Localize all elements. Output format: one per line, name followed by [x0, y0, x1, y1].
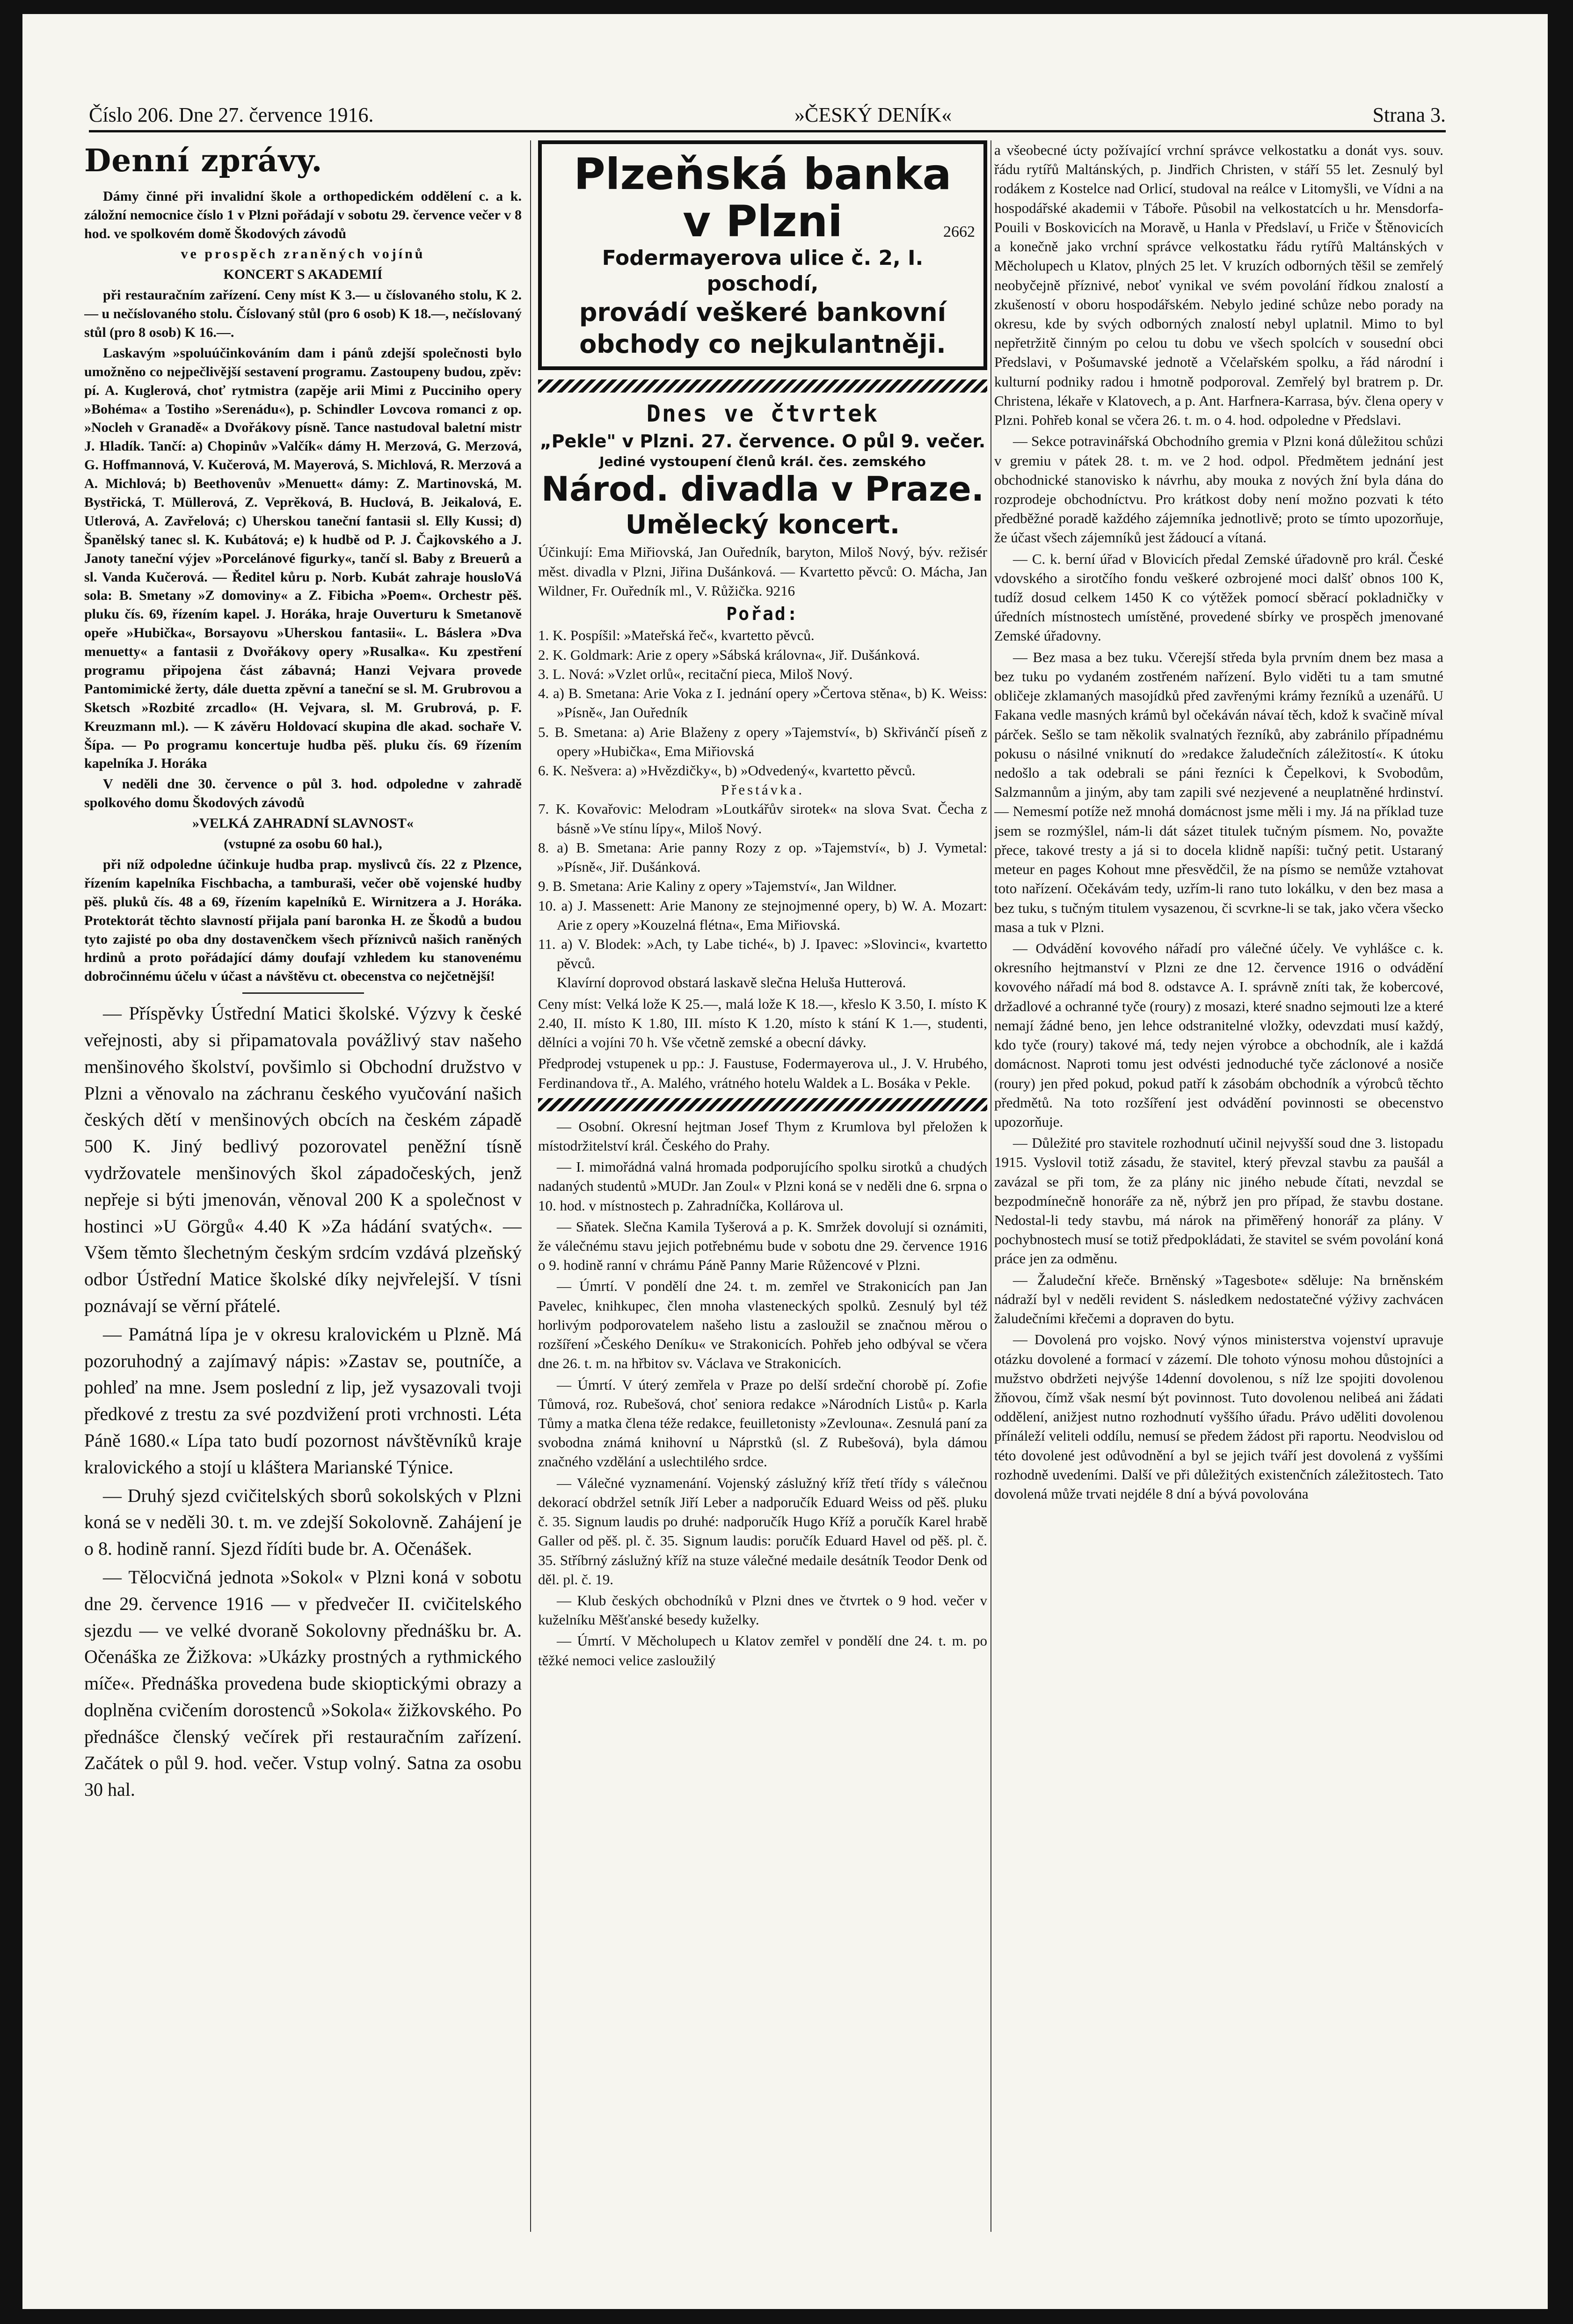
- news-item: a všeobecné úcty požívající vrchní správce velkostatku a donát vys. souv. řádu rytířů Maltánských, p. Jindřich Christen, v stáří 55 let. Zesnulý byl rodákem z Kostelce nad Orlicí, studoval na reálce v Litomyšli, ve Vídni a na hospodářské akademii v Táboře. Působil na velkostatcích u hr. Mensdorfa-Pouili v Boskovicích na Moravě, u Hanla v Předslaví, u Friče v Štěnovicích a konečně jako vrchní správce velkostatku řádu rytířů Maltánských v Měcholupech u Klatov, plných 25 let. V kruzích odborných těšil se zemřelý neobyčejně příznivé, neboť vynikal ve svém povolání řídkou znalostí a zkušeností v oboru hospodářském. Nebylo jediné schůze nebo porady na okresu, kde by svých odborných znalostí nebyl uplatnil. Mimo to byl nepřetržitě činným po celou tu dobu ve všech spolcích v sousední obci Předslavi, v Pošumavské jednotě a Včelařském spolku, a řád národní i kulturní podniky radou i hmotně podporoval. Zemřelý byl bratrem p. Dr. Christena, lékaře v Klatovech, a p. Ant. Harfnera-Karrasa, býv. člena opery v Plzni. Pohřeb konal se včera 26. t. m. o 4. hod. odpoledne v Předslavi.: [994, 142, 1443, 429]
- concert-ad-piano: Klavírní doprovod obstará laskavě slečna Heluša Hutterová.: [557, 974, 906, 991]
- concert-ad-title: Umělecký koncert.: [625, 509, 900, 540]
- program-item: 11. a) V. Blodek: »Ach, ty Labe tiché«, b) J. Ipavec: »Slovinci«, kvartetto pěvců.: [538, 935, 987, 972]
- page-header: [89, 101, 1446, 129]
- news-item: — Sňatek. Slečna Kamila Tyšerová a p. K. Smržek dovolují si oznámiti, že válečnému stavu jejich potřebnému bude v sobotu dne 29. července 1916 o 9. hodině ranní v chrámu Páně Panny Marie Růžencové v Plzni.: [538, 1218, 987, 1274]
- news-item: — I. mimořádná valná hromada podporujícího spolku sirotků a chudých nadaných studentů »MUDr. Jan Zoul« v Plzni koná se v neděli dne 6. srpna o 10. hod. v místnostech p. Zahradníčka, Kollárova ul.: [538, 1158, 987, 1214]
- program-item: 1. K. Pospíšil: »Mateřská řeč«, kvartetto pěvců.: [538, 627, 815, 644]
- bank-tagline: obchody co nejkulantněji.: [579, 329, 946, 359]
- news-item: — Osobní. Okresní hejtman Josef Thym z Krumlova byl přeložen k místodržitelství král. Českého do Prahy.: [538, 1118, 987, 1154]
- news-item: — Sekce potravinářská Obchodního gremia v Plzni koná důležitou schůzi v gremiu v pátek 28. t. m. ve 2 hod. odpol. Předmětem jednání jest obchodnické stanovisko k návrhu, aby mouka z nových žní byla dána do rozprodeje obchodníctvu. Pro krátkost doby není možno pozvati k této předběžné poradě každého zájemníka jednotlivě; proto se tímto upozorňuje, že účast všech zájemníků jest žádoucí a vítaná.: [994, 433, 1443, 546]
- program-item: 10. a) J. Massenett: Arie Manony ze stejnojmenné opery, b) W. A. Mozart: Arie z opery »Kouzelná flétna«, Ema Miřiovská.: [538, 897, 987, 933]
- ornament-band: [538, 1098, 987, 1111]
- news-item: — Důležité pro stavitele rozhodnutí učinil nejvyšší soud dne 3. listopadu 1915. Vyslovil totiž zásadu, že stavitel, který převzal stavbu za paušál a zavázal se při tom, že za plány nic jiného nebude čítati, nevzdal se bezpodmínečně honoráře za ně, nýbrž jen pro případ, že stavbu dostane. Nedostal-li tedy stavbu, má nárok na přiměřený honorář za plány. V pochybnostech musí se totiž předpokládati, že stavitel se svém povolání koná práce jen za odměnu.: [994, 1135, 1443, 1267]
- divider: [242, 992, 364, 994]
- program-item: 7. K. Kovařovic: Melodram »Loutkářův sirotek« na slova Svat. Čecha z básně »Ve stínu lípy«, Miloš Nový.: [538, 801, 987, 837]
- program-title: Pořad:: [726, 603, 799, 624]
- column-right: [994, 140, 1443, 2311]
- garden-notice: V neděli dne 30. července o půl 3. hod. odpoledne v zahradě spolkového domu Škodových závodů: [84, 776, 522, 811]
- program-item: 9. B. Smetana: Arie Kaliny z opery »Tajemství«, Jan Wildner.: [538, 878, 897, 895]
- news-item: — Příspěvky Ústřední Matici školské. Výzvy k české veřejnosti, aby si připamatovala povážlivý stav našeho menšinového školství, povšimlo si Obchodní družstvo v Plzni a věnovalo na záchranu českého vyučování našich českých dětí v menšinových obcích na českém západě 500 K. Jiný bedlivý pozorovatel peněžní tísně vydržovatele menšinových škol západočeských, jenž nepřeje si býti jmenován, věnoval 200 K a společnost v hostinci »U Görgů« 4.40 K »Za hádání svatých«. — Všem těmto šlechetným českým srdcím vzdává plzeňský odbor Ústřední Matice školské díky nejvřelejší. V tísni poznávají se věrní přátelé.: [84, 1003, 522, 1316]
- concert-ad-venue: „Pekle" v Plzni. 27. července. O půl 9. večer.: [539, 430, 986, 452]
- program-intermission: Přestávka.: [721, 781, 805, 798]
- garden-admission: (vstupné za osobu 60 hal.),: [224, 836, 382, 852]
- advert-code: 2662: [943, 223, 975, 241]
- column-divider: [990, 140, 991, 2232]
- news-item: — Dovolená pro vojsko. Nový výnos ministerstva vojenství upravuje otázku dovolené a formací v zázemí. Dle tohoto výnosu mohou důstojníci a mužstvo obdržeti nejvýše 14denní dovolenou, s níž lze spojiti dovolenou žňovou, čímž však nesmí být povinnost. Tuto dovolenou nelibeá ani žádati oddělení, anižjest nutno rozhodnutí vyššího úřadu. Právo uděliti dovolenou přínáleží veliteli oddílu, nemusí se předem žádost při raportu. Neodvislou od této dovolené jest odůvodnění a byl se jejich tváří jest dovolená z vyššími rozhodně uvedeními. Další ve při důležitých existenčních záležitostech. Tato dovolená může trvati nejdéle 8 dní a bývá povolována: [994, 1331, 1443, 1502]
- concert-ad-day: Dnes ve čtvrtek: [646, 400, 879, 428]
- news-item: — Druhý sjezd cvičitelských sborů sokolských v Plzni koná se v neděli 30. t. m. ve zdejší Sokolovně. Zahájení je o 8. hodině ranní. Sjezd řídíti bude br. A. Očenášek.: [84, 1485, 522, 1559]
- program-item: 8. a) B. Smetana: Arie panny Rozy z op. »Tajemství«, b) J. Vymetal: »Písně«, Jiř. Dušánková.: [538, 839, 987, 875]
- program-item: 4. a) B. Smetana: Arie Voka z I. jednání opery »Čertova stěna«, b) K. Weiss: »Písně«, Jan Ouředník: [538, 685, 987, 721]
- concert-prices: při restauračním zařízení. Ceny míst K 3.— u číslovaného stolu, K 2.— u nečíslovaného stolu. Číslovaný stůl (pro 6 osob) K 18.—, nečíslovaný stůl (pro 8 osob) K 16.—.: [84, 287, 522, 340]
- news-item: — Odvádění kovového nářadí pro válečné účely. Ve vyhlášce c. k. okresního hejtmanství v Plzni ze dne 12. července 1916 o odvádění kovového nářadí má bod 8. odstavce A. I. správně zníti tak, že kobercové, držadlové a ochranné tyče (roury) z mosazi, které snadno sejmouti lze a které nemají žádné beno, jen lehce odstranitelné vložky, odevzdati musí každý, kdo tyče (roury) takové má, tedy nejen výrobce a obchodník, ale i každá domácnost. Naproti tomu jest odvésti jednoduché tyče záclonové a nosiče (roury) jen před pokud, pokud patří k zásobám obchodník a výrobců těchto předmětů. Na toto rozšíření jest odvádění povinnosti se obecenstvo upozorňuje.: [994, 940, 1443, 1130]
- column-middle: [538, 140, 987, 2311]
- section-title: Denní zprávy.: [84, 142, 323, 179]
- news-item: — Bez masa a bez tuku. Včerejší středa byla prvním dnem bez masa a bez tuku po vydaném zostřeném nařízení. Bylo viděti tu a tam smutné obličeje zklamaných masojídků před zavřenými krámy řezníků a uzenářů. U Fakana vedle masných krámů byl očekáván návaí těch, kdož k svačině míval párček. Sešlo se tam několik svalnatých řezníků, aby zabránilo případnému pokusu o násilné vniknutí do »redakce žaludečních záležitostí«. K útoku nedošlo a tak odebrali se páni řezníci k Čepelkovi, k Svobodům, Salzmannům a jiným, aby tam zapili své nezjevené a neuplatněné hrdinství. — Nemesmí potíže než mnohá domácnost jsme měli i my. Já na příklad tuze jsem se rozmýšlel, nám-li dát sázet titulek tučným písmem. No, považte přece, takové tresty a já si to docela klidně napíši: tučný petit. Ustaraný meteur en pages Kohout mne přesvědčil, že na písmo se nemůže vztahovat toto nařízení. Očekávám tedy, uzřím-li rano tuto lokálku, v den bez masa a bez tuku, s tučným titulem vysazenou, či scvrkne-li se tak, jako včera všecko masa a tuk v Plzni.: [994, 648, 1443, 935]
- news-item: — Úmrtí. V Měcholupech u Klatov zemřel v pondělí dne 24. t. m. po těžké nemoci velice zasloužilý: [538, 1632, 987, 1668]
- header-rule: [89, 130, 1446, 132]
- news-item: — Úmrtí. V pondělí dne 24. t. m. zemřel ve Strakonicích pan Jan Pavelec, knihkupec, člen mnoha vlasteneckých spolků. Zesnulý byl též horlivým podporovatelem našeho listu a zasloužil se značnou měrou o rozšíření »Českého Deníku« ve Strakonicích. Pohřeb jeho odbýval se včera dne 26. t. m. na hřbitov sv. Václava ve Strakonicích.: [538, 1278, 987, 1372]
- concert-notice: Dámy činné při invalidní škole a orthopedickém oddělení c. a k. záložní nemocnice číslo 1 v Plzni pořádají v sobotu 29. července večer v 8 hod. ve spolkovém domě Škodových závodů: [84, 188, 522, 241]
- bank-address: Fodermayerova ulice č. 2, I. poschodí,: [602, 246, 924, 296]
- concert-ad-subtitle: Jediné vystoupení členů král. čes. zemského: [599, 454, 926, 470]
- program-item: 6. K. Nešvera: a) »Hvězdičky«, b) »Odvedený«, kvartetto pěvců.: [538, 762, 916, 779]
- bank-advert: [538, 140, 987, 370]
- page-number: Strana 3.: [1372, 103, 1446, 126]
- news-item: — Žaludeční křeče. Brněnský »Tagesbote« sděluje: Na brněnském nádraží byl v neděli revident S. následkem nedostatečné výživy zachvácen žaludečními křečemi a dopraven do bytu.: [994, 1271, 1443, 1327]
- bank-city: v Plzni: [683, 197, 843, 247]
- program-item: 2. K. Goldmark: Arie z opery »Sábská královna«, Jiř. Dušánková.: [538, 646, 920, 663]
- news-item: — Klub českých obchodníků v Plzni dnes ve čtvrtek o 9 hod. večer v kuželníku Měšťanské besedy kuželky.: [538, 1592, 987, 1628]
- garden-heading: »VELKÁ ZAHRADNÍ SLAVNOST«: [192, 816, 414, 831]
- news-item: — Úmrtí. V úterý zemřela v Praze po delší srdeční chorobě pí. Zofie Tůmová, roz. Rubešová, choť seniora redakce »Národních Listů« p. Karla Tůmy a matka člena téže redakce, feuilletonisty »Zevlouna«. Zesnulá paní za svobodna známá knihovní u Náprstků (sl. Z Rubešová), byla dámou značného vzdělání a uslechtilého srdce.: [538, 1376, 987, 1470]
- concert-ad-prices: Ceny míst: Velká lože K 25.—, malá lože K 18.—, křeslo K 3.50, I. místo K 2.40, II. místo K 1.80, III. místo K 1.20, místo k stání K 1.—, studenti, dělníci a vojíni 70 h. Vše včetně zemské a obecní dávky.: [538, 995, 987, 1051]
- concert-heading: KONCERT S AKADEMIÍ: [223, 267, 383, 283]
- bank-tagline: provádí veškeré bankovní: [579, 298, 947, 328]
- news-item: — Tělocvičná jednota »Sokol« v Plzni koná v sobotu dne 29. července 1916 — v předvečer II. cvičitelského sjezdu — ve velké dvoraně Sokolovny přednášku br. A. Očenáška ze Žižkova: »Ukázky prostných a rythmického míče«. Přednáška provedena bude skioptickými obrazy a doplněna cvičením dorostenců »Sokola« žižkovského. Po přednášce členský večírek při restauračním zařízení. Začátek o půl 9. hod. večer. Vstup volný. Satna za osobu 30 hal.: [84, 1566, 522, 1800]
- issue-line: Číslo 206. Dne 27. července 1916.: [89, 103, 374, 126]
- column-left: [84, 140, 522, 2162]
- bank-name: Plzeňská banka: [574, 149, 952, 199]
- program-item: 3. L. Nová: »Vzlet orlů«, recitační pieca, Miloš Nový.: [538, 665, 853, 682]
- program-list: [538, 626, 987, 973]
- concert-purpose: ve prospěch zraněných vojínů: [181, 246, 425, 262]
- news-item: — Válečné vyznamenání. Vojenský záslužný kříž třetí třídy s válečnou dekorací obdržel setník Jiří Leber a nadporučík Eduard Weiss od pěš. pluku č. 35. Signum laudis po druhé: nadporučík Hugo Kříž a poručík Karel hrabě Galler od pěš. pl. č. 35. Signum laudis: poručík Eduard Havel od pěš. pl. č. 35. Stříbrný záslužný kříž na stuze válečné medaile desátník Teodor Denk od děl. pl. č. 19.: [538, 1474, 987, 1588]
- concert-ad-theatre: Národ. divadla v Praze.: [541, 469, 984, 509]
- masthead: »ČESKÝ DENÍK«: [794, 103, 952, 126]
- concert-ad-presale: Předprodej vstupenek u pp.: J. Faustuse, Fodermayerova ul., J. V. Hrubého, Ferdinandova tř., A. Malého, vrátného hotelu Waldek a L. Bosáka v Pekle.: [538, 1055, 987, 1091]
- ornament-band: [538, 379, 987, 393]
- program-item: 5. B. Smetana: a) Arie Blaženy z opery »Tajemství«, b) Skřivánčí píseň z opery »Hubička«, Ema Miřiovská: [538, 723, 987, 759]
- news-item: — Památná lípa je v okresu kralovickém u Plzně. Má pozoruhodný a zajímavý nápis: »Zastav se, poutníče, a pohleď na mne. Jsem poslední z lip, jež vysazovali tvoji předkové z trestu za své pozdvižení proti vrchnosti. Léta Páně 1680.« Lípa tato budí pozornost návštěvníků kraje kralovického a stojí u kláštera Marianské Týnice.: [84, 1323, 522, 1478]
- garden-details: při níž odpoledne účinkuje hudba prap. myslivců čís. 22 z Plzence, řízením kapelníka Fischbacha, a tamburaši, večer obě vojenské hudby pěš. pluků čís. 48 a 69, řízením kapelníků E. Wirnitzera a J. Horáka. Protektorát těchto slavností přijala paní baronka H. ze Škodů a budou tyto zajisté po oba dny dostavenčkem všech příznivců našich raněných hrdinů a proto pořádající dámy doufají vzhledem ku stanovenému dobročinnému účelu v účast a návštěvu ct. obecenstva co nejčetnější!: [84, 856, 522, 984]
- concert-ad-performers: Účinkují: Ema Miřiovská, Jan Ouředník, baryton, Miloš Nový, býv. režisér měst. divadla v Plzni, Jiřina Dušánková. — Kvartetto pěvců: O. Mácha, Jan Wildner, Fr. Ouředník ml., V. Růžička. 9216: [538, 544, 987, 599]
- concert-program: Laskavým »spoluúčinkováním dam i pánů zdejší společnosti bylo umožněno co nejpečlivější sestavení programu. Zastoupeny budou, zpěv: pí. A. Kuglerová, choť rytmistra (zapěje arii Mimi z Pucciniho opery »Bohéma« a Tostiho »Serenádu«), p. Schindler Lovcova romanci z op. »Nocleh v Granadě« a Dvořákovy písně. Tance nastudoval baletní mistr J. Hladík. Tančí: a) Chopinův »Valčík« dámy H. Merzová, G. Merzová, G. Hoffmannová, V. Kučerová, M. Mayerová, S. Michlová, R. Merzová a A. Michlová; b) Beethovenův »Menuett« dámy: Z. Martinovská, M. Bystřická, T. Müllerová, Z. Veprěková, B. Huclová, B. Jeikalová, E. Utlerová, A. Zavřelová; c) Uherskou taneční fantasii sl. Elly Kussi; d) Španělský tanec sl. K. Kubátová; e) k hudbě od P. J. Čajkovského a J. Janoty taneční výjev »Porcelánové figurky«, tančí sl. Baby z Breuerů a sl. Vanda Kučerová. — Ředitel kůru p. Norb. Kubát zahraje housloVá sola: B. Smetany »Z domoviny« a Z. Fibicha »Poem«. Orchestr pěš. pluku čís. 69, řízením kapel. J. Horáka, hraje Ouverturu k Smetanově opeře »Hubička«, Borsayovu »Uherskou fantasii«. L. Báslera »Dva menuetty« a fantasii z Dvořákovy opery »Rusalka«. Ku zpestření programu připojena část zábavná; Hanzi Vejvara provede Pantomimické žerty, dále duetta zpěvní a taneční se sl. M. Grubrovou a Sketsch »Rozbité zrcadlo« (H. Vejvara, sl. M. Grubrová, p. F. Kreuzmann ml.). — K závěru Holdovací skupina dle akad. sochaře V. Šípa. — Po programu koncertuje hudba pěš. pluku čís. 69 řízením kapelníka J. Horáka: [84, 345, 522, 772]
- news-item: — C. k. berní úřad v Blovicích předal Zemské úřadovně pro král. České vdovského a sirotčího fondu veškeré ozbrojené moci dalšť obnos 100 K, tudíž dosud celkem 1450 K co výtěžek pomocí sběrací pokladničky v úředních místnostech umístěné, provedené sbírky ve prospěch jmenované Zemské úřadovny.: [994, 550, 1443, 644]
- column-divider: [530, 140, 531, 2232]
